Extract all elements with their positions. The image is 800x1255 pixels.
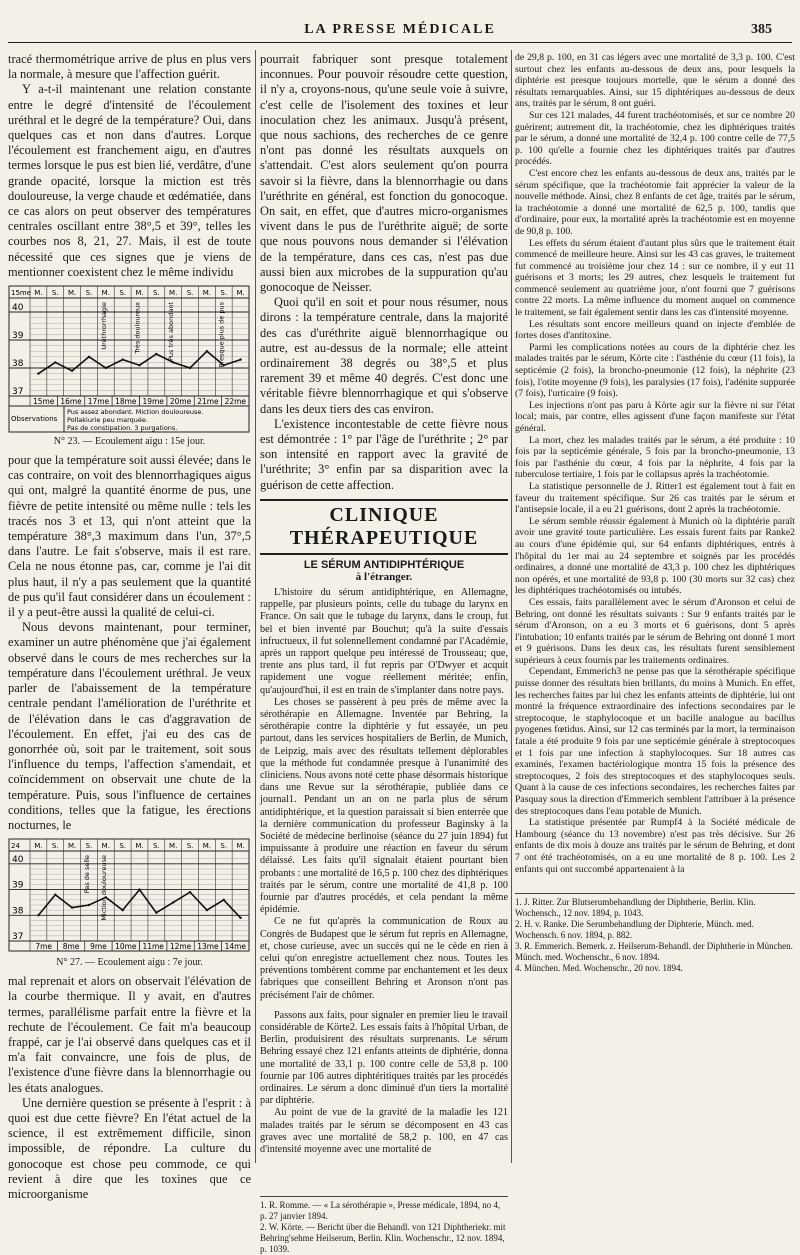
column-header-label: S. [119, 842, 126, 851]
temperature-point [54, 894, 56, 896]
footnote: 4. München. Med. Wochenschr., 20 nov. 1894. [515, 963, 683, 974]
paragraph: Quoi qu'il en soit et pour nous résumer, nous dirons : la température centrale, dans la majorité des cas d'uréthrite aiguë blennorrhagique ou autre, est au-dessus de la normale; elle atteint ordinairement 38 degrés ou 38°,5 et plus rarement 39 et même 40 degrés. C'est donc une véritable fièvre blennorrhagique et qui s'observe dans les deux tiers des cas environ. [260, 295, 508, 416]
paragraph: Le sérum semble réussir également à Munich où la diphtérie paraît avoir une gravité toute particulière. Les essais furent faits par Ranke2 au cours d'une épidémie qui, sur 64 enfants diphtériques, entrés à l'hôpital du 1er mai au 24 septembre et soignés par les procédés ordinaires, a donné une mortalité de 43,3 p. 100 chez les diphtériques non opérés, et une mortalité de 93,8 p. 100 (30 morts sur 32 cas) chez les diphtériques trachéotomisés ou intubés. [515, 515, 795, 597]
temperature-point [155, 353, 157, 355]
chart-27-svg [8, 837, 251, 955]
footnotes-col2 [260, 1196, 508, 1255]
chart-annotation: Très douloureux [133, 302, 142, 354]
column-header-label: S. [186, 842, 194, 851]
y-tick-label: 39 [12, 880, 24, 891]
temperature-point [239, 917, 241, 919]
column-header-label: S. [220, 289, 228, 298]
column-header-label: M. [67, 842, 77, 851]
temperature-point [172, 901, 174, 903]
column-header-label: M. [135, 842, 144, 851]
paragraph: Ces essais, faits parallèlement avec le sérum d'Aronson et celui de Behring, ont donné les résultats suivants : Sur 9 enfants traités par le sérum d'Aronson, on a eu 3 morts et 6 guérisons, dont 5 après l'intubation; 10 enfants traités par le sérum de Behring ont donné 1 mort et 9 guérisons. Dans les deux cas, les résultats furent sensiblement supérieurs à ceux fournis par les traitements ordinaires. [515, 596, 795, 666]
temperature-chart-27 [8, 837, 251, 955]
column-header-label: M. [236, 289, 245, 298]
day-label: 7me [35, 942, 53, 952]
column-header-label: S. [85, 842, 93, 851]
temperature-point [223, 899, 225, 901]
paragraph: Ce ne fut qu'après la communication de Roux au Congrès de Budapest que le sérum fut repris en Allemagne, et, chose curieuse, avec un succès qui ne le cède en rien à celui qu'on enregistre actuellement chez nous. Toutes les préventions tombèrent comme par enchantement et les deux fabriques que conseillent Behring et Aronson n'ont pas précisément l'air de chômer. [260, 916, 508, 1001]
chart-annotation: Pas de selle [82, 855, 91, 894]
paragraph: pourrait fabriquer sont presque totalement inconnues. Pour pouvoir résoudre cette question, il n'y a, croyons-nous, qu'une seule voie à suivre, c'est celle de l'isolement des toxines et leur inoculation chez les animaux. Jusqu'à présent, que nous sachions, des recherches de ce genre n'ont pas donné les résultats auxquels on s'attendait. C'est alors seulement qu'on pourra savoir si la fièvre, dans la blennorrhagie ou dans l'uréthrite en général, est fonction du gonocoque. On sait, en effet, que d'autres micro-organismes vivent dans le pus de l'uréthrite aiguë; de sorte que nous pouvons nous demander si l'élévation de la température, dans ces cas, n'est pas due aussi bien aux microbes de la suppuration qu'au gonocoque de Neisser. [260, 52, 508, 295]
temperature-point [105, 367, 107, 369]
day-label: 15me [32, 397, 55, 407]
y-tick-label: 38 [12, 906, 24, 917]
article-subtitle: à l'étranger. [355, 570, 413, 583]
paragraph: Passons aux faits, pour signaler en premier lieu le travail considérable de Körte2. Les essais faits à l'hôpital Urban, de Berlin, produisirent des résultats surprenants. Le sérum Behring essayé chez 121 enfants atteints de diphtérie, donna une mortalité de 33,1 p. 100 contre celle de 53,8 p. 100 fournie par 106 autres diphtéritiques traités par les procédés ordinaires. Le sérum a donc diminué d'un tiers la mortalité par diphtérie. [260, 1009, 508, 1107]
article-title: LE SÉRUM ANTIDIPHTÉRIQUE [303, 558, 465, 571]
paragraph: L'histoire du sérum antidiphtérique, en Allemagne, rappelle, par plusieurs points, celle du tubage du larynx en France. On sait que le tubage du larynx, dans le croup, fut bel et bien inventé par Bouchut; qu'à la suite d'essais infructueux, il fut solennellement condamné par l'Académie, après un rapport quelque peu intéressé de Trousseau; que, trente ans plus tard, il fut repris par O'Dwyer et acquit rapidement une vogue réellement méritée; enfin, qu'aujourd'hui, il est en train de s'implanter dans notre pays. [260, 586, 508, 696]
temperature-point [138, 364, 140, 366]
paragraph: La statistique présentée par Rumpf4 à la Société médicale de Hambourg (séance du 13 novembre) n'est pas très décisive. Sur 26 enfants de dix mois à douze ans traités par le sérum de Behring, et dont 7 ont été trachéotomisés, on a eu une mortalité de 8 p. 100. Les 2 enfants qui ont succombé appartenaient à la [515, 817, 795, 875]
paragraph: mal reprenait et alors on observait l'élévation de la courbe thermique. Il y avait, en d'autres termes, parallélisme parfait entre la fièvre et la rechute de l'écoulement. Ce fait m'a beaucoup frappé, car je l'ai observé dans quelques cas et il m'a fait convaincre, une fois de plus, de l'existence d'une fièvre dans la blennorrhagie ou les états analogues. [8, 974, 251, 1095]
observations-label: Observations [11, 415, 58, 424]
column-header-label: M. [135, 289, 144, 298]
day-label: 21me [197, 397, 219, 407]
column-header-label: M. [34, 289, 43, 298]
paragraph: C'est encore chez les enfants au-dessous de deux ans, traités par le sérum spécifique, que la trachéotomie fait apprécier la valeur de la nouvelle méthode. Ainsi, chez 8 enfants de cet âge, traités par le sérum, la trachéotomie a donné une mortalité de 62,5 p. 100, tandis que d'ordinaire, pour eux, la mortalité après la trachéotomie est en moyenne de 90,8 p. 100. [515, 167, 795, 237]
day-label: 11me [142, 942, 164, 952]
temperature-chart-23 [8, 284, 251, 434]
paragraph: Une dernière question se présente à l'esprit : à quoi est due cette fièvre? En l'état actuel de la science, il est extrêmement difficile, sinon impossible, de répondre. La culture du gonocoque est chose peu commode, ce qui revient à dire que les toxines que ce microorganisme [8, 1095, 251, 1201]
observation-line: Pollakiurie peu marquée. [67, 416, 148, 425]
temperature-curve [38, 890, 240, 918]
column-header-label: M. [236, 842, 245, 851]
header-rule [8, 42, 792, 43]
page-number: 385 [751, 22, 772, 37]
page-header [0, 0, 800, 60]
column-rule-1 [255, 50, 256, 1163]
day-label: 9me [90, 942, 107, 952]
y-tick-label: 37 [12, 932, 24, 943]
temperature-point [138, 888, 140, 890]
column-header-label: M. [202, 842, 212, 851]
footnote: 2. H. v. Ranke. Die Serumbehandlung der Diphterie, Münch. med. Wochensch. 6 nov. 1894, p. 882. [515, 919, 754, 941]
day-label: 12me [169, 942, 192, 952]
column-header-label: S. [51, 289, 59, 298]
day-label: 13me [197, 942, 219, 952]
paragraph: L'existence incontestable de cette fièvre nous est démontrée : 1° par l'âge de l'uréthrite ; 2° par son intensité en rapport avec la gravité de l'uréthrite; 3° enfin par sa disparition avec la guérison de cette affection. [260, 416, 508, 492]
column-header-label: S. [51, 842, 59, 851]
column-1 [8, 52, 251, 1201]
temperature-point [121, 909, 123, 911]
footnote: 3. R. Emmerich. Bemerk. z. Heilserum-Behandl. der Diphtherie in München. Münch. med. Wochenschr., 6 nov. 1894. [515, 941, 793, 963]
column-header-label: S. [153, 289, 160, 298]
temperature-point [121, 358, 123, 360]
chart-annotation: Miction douloureuse [99, 855, 108, 921]
paragraph: La mort, chez les malades traités par le sérum, a été produite : 10 fois par la septicémie générale, 5 fois par la broncho-pneumonie, 13 fois par l'asthénie du cœur, 4 fois par la néphrite, 4 fois par la tuberculose tertiaire, 1 fois par le collapsus après la trachéotomie. [515, 434, 795, 481]
chart-23-svg [8, 284, 251, 434]
day-label: 17me [87, 397, 110, 407]
day-label: 20me [169, 397, 192, 407]
paragraph: Les résultats sont encore meilleurs quand on injecte d'emblée de fortes doses d'antitoxine. [515, 318, 795, 342]
day-label: 19me [142, 397, 164, 407]
temperature-point [37, 372, 39, 374]
column-header-label: M. [34, 842, 43, 851]
day-label: 8me [62, 942, 80, 952]
y-tick-label: 39 [12, 331, 24, 342]
figure-caption-23: N° 23. — Ecoulement aigu : 15e jour. [53, 436, 206, 448]
paragraph: Nous devons maintenant, pour terminer, examiner un autre phénomène que j'ai également observé dans le cours de mes recherches sur la température dans l'écoulement uréthral. Je veux parler de l'abaissement de la température centrale pendant l'amélioration de l'uréthrite et de l'élévation dans le cas d'aggravation de l'écoulement. En effet, j'ai eu des cas de gonorrhée où, soit par le traitement, soit sous l'influence du temps, l'affection s'amendait, et coïncidemment on observait une chute de la température. Puis, sous l'influence de certaines conditions, telles que la fatigue, les érections nocturnes, le [8, 620, 251, 832]
y-tick-label: 40 [12, 303, 24, 314]
temperature-point [88, 904, 90, 906]
temperature-point [54, 361, 56, 363]
column-header-label: M. [169, 842, 178, 851]
paragraph: Y a-t-il maintenant une relation constante entre le degré d'intensité de l'écoulement uréthral et le degré de la température? Oui, dans quelques cas et non dans d'autres. Lorque l'écoulement est franchement aigu, en d'autres termes lorsque le pus est bien lié, verdâtre, d'une grande opacité, lorsque la miction est très douloureuse, la verge chaude et œdématiée, dans ce cas alors on peut observer des températures centrales oscillant entre 38°,5 et 39°, telles les courbes nos 8, 21, 27. Mais, il est de toute nécessité que ces signes que je viens de mentionner coexistent chez le même individu [8, 82, 251, 279]
temperature-point [155, 912, 157, 914]
corner-label: 24 [11, 842, 20, 851]
chart-frame [9, 839, 249, 951]
paragraph: Cependant, Emmerich3 ne pense pas que la sérothérapie spécifique puisse donner des résultats bien brillants, du moins à Munich. En effet, les recherches faites par lui chez les enfants atteints de diphtérie, lui ont montré la fréquence extraordinaire des infections secondaires par le streptocoque, le staphylocoque et un bacille analogue au bacillus pyogenes fœtidus. Ainsi, sur 12 cas terminés par la mort, la terminaison fatale a été produite 9 fois par une septicémie générale à streptocoques et 1 fois par une infection à staphylocoques. Sur 18 autres cas examinés, l'examen bactériologique montra 15 fois la présence des streptocoques, 2 fois des streptocoques et des staphylocoques seuls. Quant à la cause de ces infections secondaires, les recherches faites par Pasquay sous la direction d'Emmerich semblent l'attribuer à la présence des streptocoques dans l'eau potable de Munich. [515, 666, 795, 817]
day-label: 22me [224, 397, 247, 407]
temperature-point [189, 367, 191, 369]
paragraph: La statistique personnelle de J. Ritter1 est également tout à fait en faveur du traitement spécifique. Sur 26 cas traités par le sérum et l'antisepsie locale, il a eu 21 guérisons, dont 2 après la trachéotomie. [515, 480, 795, 516]
chart-annotation: Urèthrorrhagie [99, 302, 108, 350]
corner-label: 15me [11, 289, 32, 298]
day-label: 16me [60, 397, 82, 407]
column-2 [260, 52, 508, 1255]
column-header-label: S. [119, 289, 126, 298]
y-tick-label: 38 [12, 359, 24, 370]
chart-annotation: Presque plus de pus [217, 302, 226, 368]
paragraph: Les injections n'ont pas paru à Körte agir sur la fièvre ni sur l'état local; mais, par contre, elles agissent d'une façon manifeste sur l'état général. [515, 399, 795, 434]
observation-line: Pas de constipation. 3 purgations. [67, 424, 178, 433]
temperature-point [71, 906, 73, 908]
chart-annotation: Pus très abondant [167, 302, 176, 361]
day-label: 18me [115, 397, 137, 407]
column-header-label: M. [101, 289, 110, 298]
section-title: CLINIQUE THÉRAPEUTIQUE [260, 499, 508, 555]
column-header-label: M. [101, 842, 110, 851]
footnote: 1. R. Romme. — « La sérothérapie », Presse médicale, 1894, no 4, p. 27 janvier 1894. [260, 1200, 501, 1222]
observation-line: Pus assez abondant. Miction douloureuse. [67, 408, 204, 417]
temperature-point [71, 370, 73, 372]
footnote: 1. J. Ritter. Zur Blutserumbehandlung der Diphtherie, Berlin. Klin. Wochensch., 12 nov. 1894, p. 1043. [515, 897, 756, 919]
day-label: 10me [115, 942, 137, 952]
column-header-label: S. [153, 842, 160, 851]
column-header-label: S. [186, 289, 194, 298]
y-tick-label: 37 [12, 387, 24, 398]
column-3 [515, 52, 795, 1164]
figure-caption-27: N° 27. — Ecoulement aigu : 7e jour. [56, 957, 203, 969]
running-title: LA PRESSE MÉDICALE [304, 22, 496, 37]
temperature-point [206, 909, 208, 911]
temperature-point [206, 350, 208, 352]
column-header-label: S. [220, 842, 228, 851]
column-header-label: S. [85, 289, 93, 298]
day-label: 14me [224, 942, 247, 952]
temperature-point [88, 356, 90, 358]
column-header-label: M. [67, 289, 77, 298]
column-header-label: M. [202, 289, 212, 298]
paragraph: Au point de vue de la gravité de la maladie les 121 malades traités par le sérum se décomposent en 43 cas graves avec une mortalité de 58,2 p. 100, en 47 cas d'intensité moyenne avec une mortalité de [260, 1107, 508, 1156]
paragraph: pour que la température soit aussi élevée; dans le cas contraire, on voit des blennorrhagiques aigus qui ont, malgré la quantité énorme de pus, une fièvre de petite intensité ou même nulle : tels les tracés nos 3 et 13, qui n'ont atteint que la température 38°,3 maximum dans l'un, 37°,5 dans l'autre. Le fait s'observe, mais il est rare. Cela ne nous étonne pas, car, comme je l'ai dit plus haut, il n'y a pas seulement que la quantité de pus qu'il faut considérer dans un écoulement : il y a peut-être aussi la qualité de celui-ci. [8, 453, 251, 620]
column-header-label: M. [169, 289, 178, 298]
paragraph: Parmi les complications notées au cours de la diphtérie chez les malades traités par le sérum, Körte cite : l'asthénie du cœur (11 fois), la septicémie (2 fois), la broncho-pneumonie (12 fois), la néphrite (23 fois), l'otite moyenne (9 fois), les paralysies (17 fois), l'adénite suppurée (7 fois), l'urticaire (9 fois). [515, 341, 795, 400]
temperature-point [189, 891, 191, 893]
y-tick-label: 40 [12, 854, 24, 865]
footnote: 2. W. Körte. — Bericht über die Behandl. von 121 Diphtheriekr. mit Behring'sehme Heilserum, Berlin. Klin. Wochenschr., 12 nov. 1894, p. 1039. [260, 1222, 506, 1255]
paragraph: Sur ces 121 malades, 44 furent trachéotomisés, et sur ce nombre 20 guérirent; autrement dit, la trachéotomie, chez les diphtériques traités par le sérum, a donné une mortalité de 32,4 p. 100 contre celle de 77,5 p. 100 qu'elle a fournie chez les diphtériques traités par d'autres procédés. [515, 109, 795, 168]
footnotes-col3 [515, 893, 795, 974]
temperature-point [239, 358, 241, 360]
paragraph: Les choses se passèrent à peu près de même avec la sérothérapie en Allemagne. Inventée par Behring, la sérothérapie contre la diphtérie y fut essayée, un peu partout, dans les services hospitaliers de Berlin, de Munich, de Leipzig, mais avec des résultats tellement déplorables que la méthode fut condamnée presque à l'unanimité des cliniciens. Nous avons noté cette phase désormais historique dans une Revue sur la sérothérapie, publiée dans ce journal1. Pendant un an on ne parla plus de sérum antidiphtérique, et la question paraissait si bien enterrée que la dernière communication du professeur Baginsky à la Société de médecine berlinoise (séance du 27 juin 1894) fut impuissante à produire une réaction en faveur du sérum délaissé. Les faits qu'il signalait étaient pourtant bien probants : une mortalité de 16,5 p. 100 chez des diphtériques traités par le sérum, contre une mortalité de 41,8 p. 100 fournie par d'autres procédés, et cela pendant la même épidémie. [260, 696, 508, 916]
temperature-point [37, 914, 39, 916]
paragraph: Les effets du sérum étaient d'autant plus sûrs que le traitement était commencé de meilleure heure. Ainsi sur les 43 cas graves, le traitement fut commencé au troisième jour chez 14 : sur ce nombre, il y eut 11 guérisons et 3 morts; les 29 autres, chez lesquels le traitement fut commencé seulement au quatrième jour, n'ont fourni que 7 guérisons contre 22 morts. La même influence du moment auquel on commence le traitement, se fait également sentir dans les cas d'intensité moyenne. [515, 237, 795, 319]
column-rule-2 [511, 50, 512, 1163]
paragraph: tracé thermométrique arrive de plus en plus vers la normale, à mesure que l'affection guérit. [8, 52, 251, 82]
paragraph: de 29,8 p. 100, en 31 cas légers avec une mortalité de 3,3 p. 100. C'est surtout chez les enfants au-dessous de deux ans, pour lesquels la diphtérie est presque toujours mortelle, que le sérum a donné des résultats remarquables. Ainsi, sur 15 diphtériques au-dessous de deux ans, traités par le sérum, 8 ont guéri. [515, 52, 795, 110]
